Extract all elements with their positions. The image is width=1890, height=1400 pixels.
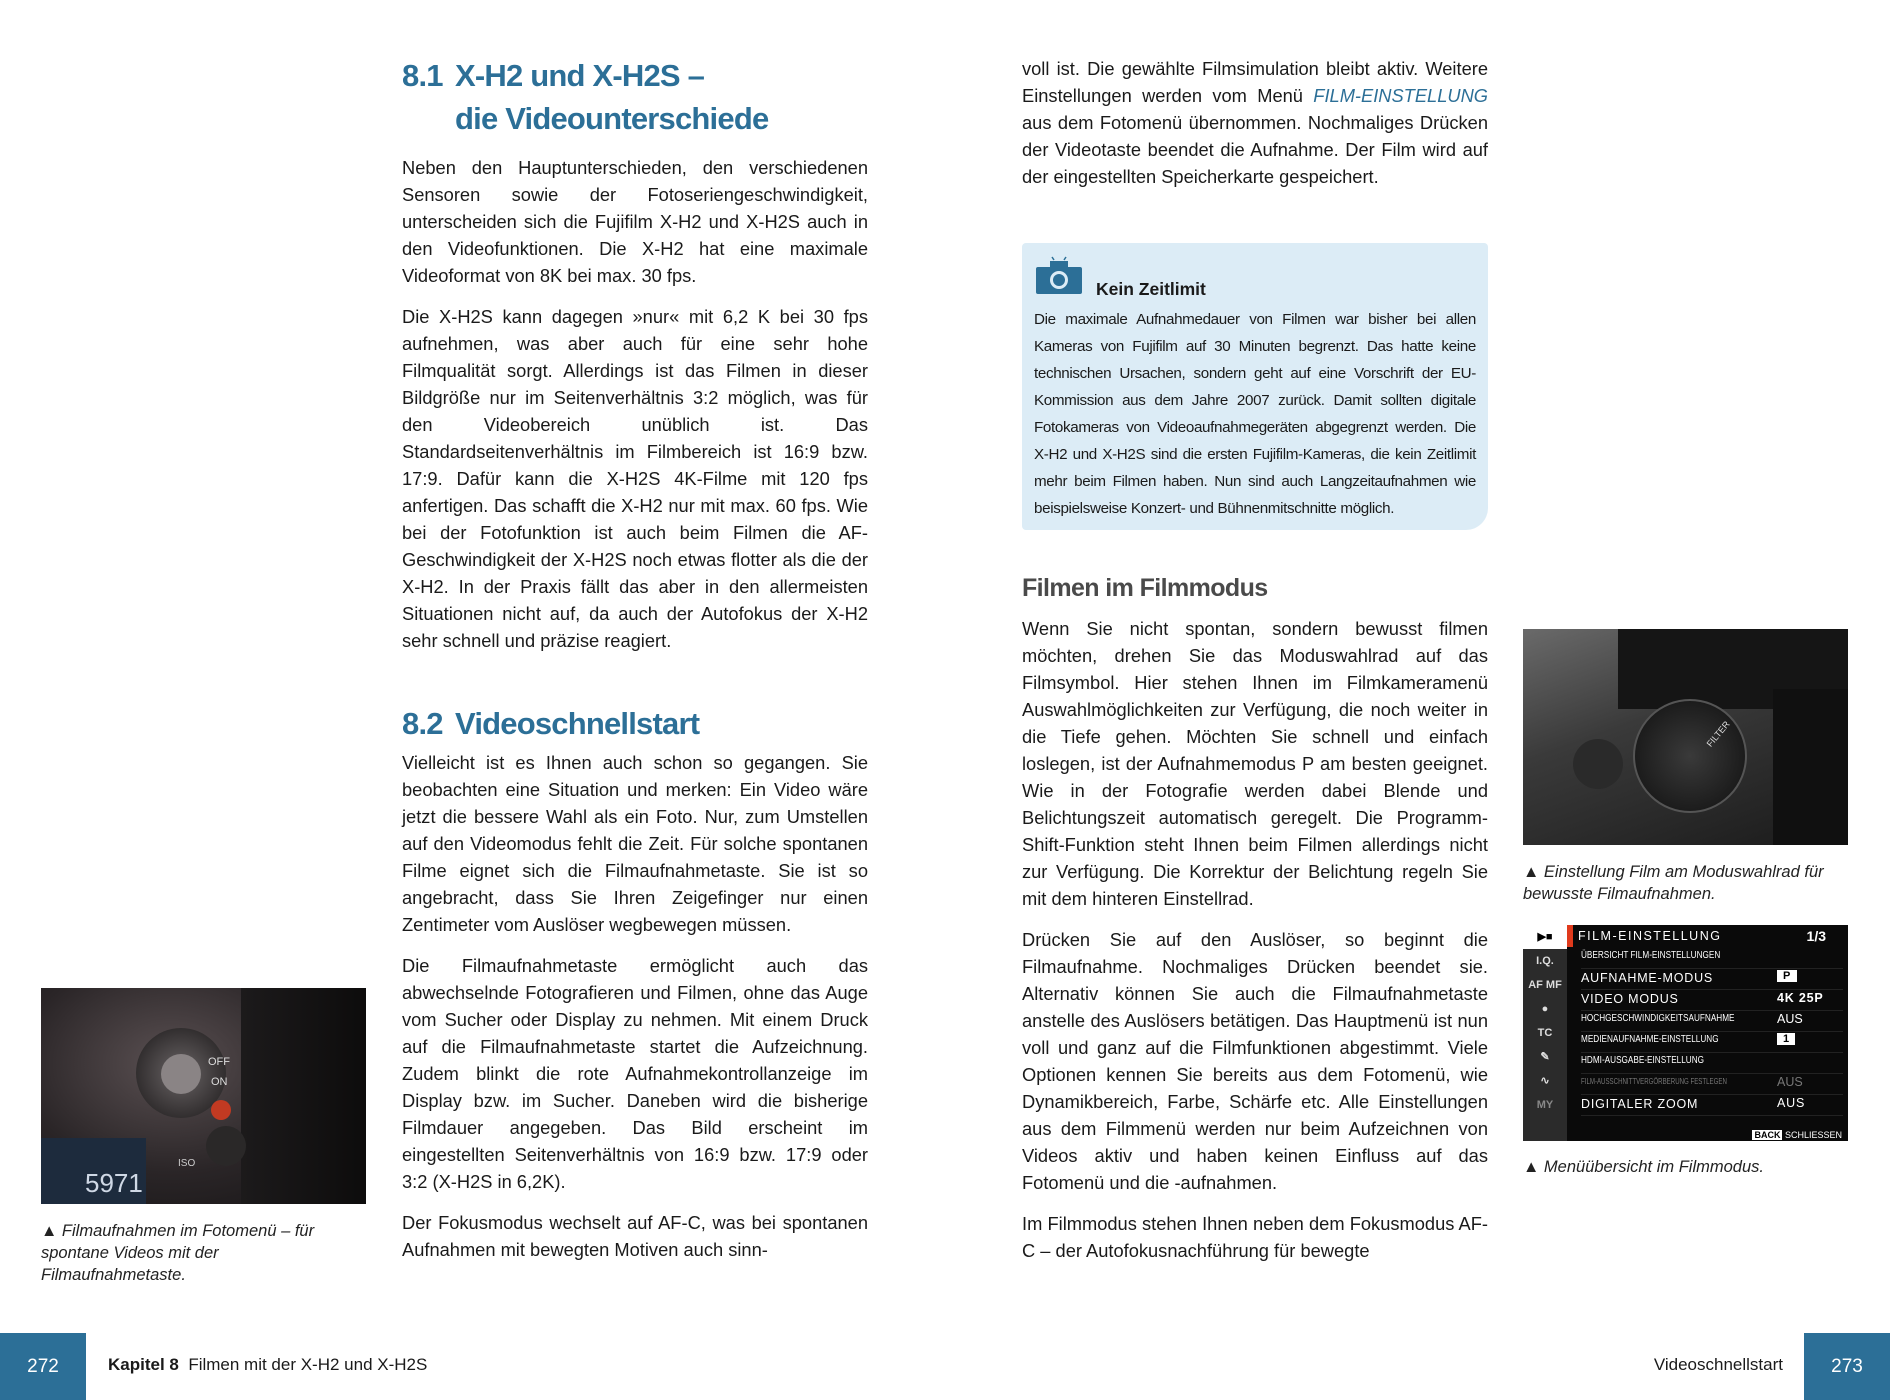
- menu-row[interactable]: [1581, 1031, 1843, 1053]
- menu-row[interactable]: [1581, 1052, 1843, 1074]
- paragraph: Drücken Sie auf den Auslöser, so beginnt die Filmaufnahme. Nochmaliges Drücken beendet sie. Alternativ können Sie auch die Filmaufnahmetaste anstelle des Auslösers betätigen. Das Hauptmenü ist nun voll und ganz auf die Filmfunktionen abgestimmt. Viele Optionen kennen Sie bereits aus dem Fotomenü, wie Dynamikbereich, Farbe, Schärfe etc. Alle Einstellungen aus dem Filmmenü werden nur beim Aufzeichnen von Videos aktiv und haben keinen Einfluss auf das Fotomenü und die -aufnahmen.: [1022, 929, 1488, 1193]
- paragraph: Der Fokusmodus wechselt auf AF-C, was bei spontanen Aufnahmen mit bewegten Motiven auch sinn-: [402, 1212, 868, 1260]
- footer-chapter: [108, 1355, 427, 1375]
- menu-row-value: AUS: [1777, 1012, 1803, 1026]
- footer-running-title: Videoschnellstart: [1653, 1355, 1783, 1374]
- close-label: SCHLIESSEN: [1784, 1130, 1842, 1140]
- iso-label: ISO: [178, 1158, 196, 1169]
- menu-row-label: FILM-AUSSCHNITTVERGÖRBERUNG FESTLEGEN: [1581, 1076, 1727, 1086]
- back-key: BACK: [1754, 1130, 1781, 1140]
- on-label: ON: [211, 1076, 228, 1088]
- paragraph: Vielleicht ist es Ihnen auch schon so gegangen. Sie beobachten eine Situation und merken: Ein Video wäre jetzt die bessere Wahl als ein Foto. Nur, zum Umstellen auf den Videomodus fehlt die Zeit. Für solche spontanen Filme eignet sich die Filmaufnahmetaste. Sie ist so angebracht, dass Sie Ihren Zeigefinger nur einen Zentimeter vom Auslöser wegbewegen müssen.: [402, 752, 868, 935]
- camera-record-button-photo: [41, 988, 366, 1204]
- paragraph: Im Filmmodus stehen Ihnen neben dem Fokusmodus AF-C – der Autofokusnachführung für bewegte: [1022, 1213, 1488, 1261]
- menu-row-value: 1: [1777, 1033, 1795, 1045]
- off-label: OFF: [208, 1056, 230, 1068]
- menu-row[interactable]: [1581, 968, 1843, 990]
- paragraph: Wenn Sie nicht spontan, sondern bewusst filmen möchten, drehen Sie das Moduswahlrad auf das Filmsymbol. Hier stehen Ihnen im Filmkameramenü Auswahlmöglichkeiten zur Verfügung, die noch weiter in die Tiefe gehen. Möchten Sie schnell und einfach loslegen, ist der Aufnahmemodus P am besten geeignet. Wie in der Fotografie werden dabei Blende und Belichtungszeit automatisch geregelt. Die Programm-Shift-Funktion steht Ihnen beim Filmen allerdings nicht zur Verfügung. Die Korrektur der Belichtung regeln Sie mit dem hinteren Einstellrad.: [1022, 618, 1488, 909]
- section-heading-8-2: 8.2 Videoschnellstart: [402, 706, 700, 741]
- camera-icon: [1036, 255, 1084, 295]
- wireless-tab-icon[interactable]: ∿: [1540, 1075, 1550, 1087]
- menu-back-hint[interactable]: [1752, 1130, 1842, 1140]
- menu-row-value: AUS: [1777, 1075, 1803, 1089]
- menu-row[interactable]: [1581, 1094, 1843, 1116]
- menu-caption: ▲ Menüübersicht im Filmmodus.: [1523, 1158, 1764, 1176]
- info-box: [1022, 243, 1488, 530]
- wrench-tab-icon[interactable]: ✎: [1540, 1051, 1550, 1063]
- section-heading-8-1: 8.1 X-H2 und X-H2S – die Videounterschiede: [402, 58, 769, 136]
- dial-filter-label: FILTER: [1704, 719, 1732, 749]
- menu-row[interactable]: [1581, 989, 1843, 1011]
- microphone-tab-icon[interactable]: ●: [1541, 1003, 1549, 1015]
- info-box-text: Die maximale Aufnahmedauer von Filmen war bisher bei allen Kameras von Fujifilm auf 30 Minuten begrenzt. Das hatte keine technischen Ursachen, sondern geht auf eine Vorschrift der EU-Kommission aus dem Jahre 2007 zurück. Damit sollten digitale Fotokameras von Videoaufnahmegeräten abgegrenzt werden. Die X-H2 und X-H2S sind die ersten Fujifilm-Kameras, die kein Zeitlimit mehr beim Filmen haben. Nun sind auch Langzeitaufnahmen wie beispielsweise Konzert- und Bühnenmitschnitte möglich.: [1034, 311, 1476, 517]
- paragraph: Neben den Hauptunterschieden, den verschiedenen Sensoren sowie der Fotoseriengeschwindigkeit, unterscheiden sich die Fujifilm X-H2 und X-H2S auch in den Videofunktionen. Die X-H2 hat eine maximale Videoformat von 8K bei max. 30 fps.: [402, 157, 868, 286]
- shot-count: 5971: [85, 1168, 143, 1198]
- menu-row[interactable]: [1581, 947, 1843, 969]
- menu-row-value: 4K 25P: [1777, 991, 1824, 1005]
- menu-side-tabs: [1523, 925, 1567, 1141]
- menu-tab[interactable]: MY: [1536, 1099, 1554, 1111]
- menu-page: 1/3: [1806, 928, 1826, 944]
- menu-row[interactable]: [1581, 1073, 1843, 1095]
- menu-row[interactable]: [1581, 1010, 1843, 1032]
- menu-tab[interactable]: I.Q.: [1536, 955, 1554, 967]
- paragraph: Die Filmaufnahmetaste ermöglicht auch das abwechselnde Fotografieren und Filmen, ohne das Auge vom Sucher oder Display zu nehmen. Mit einem Druck auf die Filmaufnahmetaste startet die Aufzeichnung. Zudem blinkt die rote Aufnahmekontrollanzeige im Display bzw. im Sucher. Daneben wird die bisherige Filmdauer angegeben. Das Bild erscheint im eingestellten Seitenverhältnis von 16:9 bzw. 17:9 oder 3:2 (X-H2S in 6,2K).: [402, 955, 868, 1192]
- subheading: Filmen im Filmmodus: [1022, 574, 1268, 602]
- menu-tab[interactable]: AF MF: [1528, 979, 1562, 991]
- menu-row-label: DIGITALER ZOOM: [1581, 1097, 1699, 1111]
- right-text-column-top: [1022, 55, 1488, 204]
- chapter-label: Kapitel 8: [108, 1355, 179, 1374]
- menu-row-value: P: [1777, 970, 1797, 982]
- menu-row-label: HDMI-AUSGABE-EINSTELLUNG: [1581, 1055, 1705, 1066]
- paragraph: Die X-H2S kann dagegen »nur« mit 6,2 K bei 30 fps aufnehmen, was aber auch für eine sehr hohe Filmqualität sorgt. Allerdings ist das Filmen in dieser Bildgröße nur im Seitenverhältnis 3:2 möglich, was für den Videobereich unüblich ist. Das Standardseitenverhältnis im Filmbereich ist 16:9 bzw. 17:9. Dafür kann die X-H2S 4K-Filme mit 120 fps anfertigen. Das schafft die X-H2 nur mit max. 60 fps. Wie bei der Fotofunktion ist auch beim Filmen die AF-Geschwindigkeit der X-H2S noch etwas flotter als die der X-H2. In der Praxis fällt das aber in den allermeisten Situationen nicht auf, da auch der Autofokus der X-H2 sehr schnell und präzise reagiert.: [402, 306, 868, 651]
- page-number-left: 272: [0, 1333, 86, 1400]
- right-text-column-bottom: [1022, 574, 1488, 1278]
- menu-row-label: VIDEO MODUS: [1581, 992, 1679, 1006]
- menu-tab[interactable]: TC: [1537, 1027, 1553, 1039]
- film-settings-menu: [1523, 925, 1848, 1141]
- page-number-right: 273: [1804, 1333, 1890, 1400]
- menu-row-label: ÜBERSICHT FILM-EINSTELLUNGEN: [1581, 950, 1721, 961]
- menu-row-label: MEDIENAUFNAHME-EINSTELLUNG: [1581, 1034, 1719, 1045]
- menu-title: FILM-EINSTELLUNG: [1578, 929, 1722, 943]
- movie-tab-icon[interactable]: ▶■: [1523, 925, 1567, 949]
- menu-row-value: AUS: [1777, 1096, 1806, 1110]
- paragraph: voll ist. Die gewählte Filmsimulation bleibt aktiv. Weitere Einstellungen werden vom Menü FILM-EINSTELLUNG aus dem Fotomenü übernommen. Nochmaliges Drücken der Videotaste beendet die Aufnahme. Der Film wird auf der eingestellten Speicherkarte gespeichert.: [1022, 58, 1488, 187]
- photo-caption: ▲ Einstellung Film am Moduswahlrad für bewusste Filmaufnahmen.: [1523, 863, 1824, 903]
- chapter-title: Filmen mit der X-H2 und X-H2S: [188, 1355, 428, 1374]
- menu-row-label: HOCHGESCHWINDIGKEITSAUFNAHME: [1581, 1013, 1735, 1024]
- mode-dial-photo: [1523, 629, 1848, 845]
- photo-caption: ▲ Filmaufnahmen im Fotomenü – für spontane Videos mit der Filmaufnahmetaste.: [41, 1222, 315, 1284]
- menu-row-label: AUFNAHME-MODUS: [1581, 971, 1714, 985]
- left-text-column: [402, 54, 868, 1277]
- info-box-title: Kein Zeitlimit: [1096, 279, 1206, 299]
